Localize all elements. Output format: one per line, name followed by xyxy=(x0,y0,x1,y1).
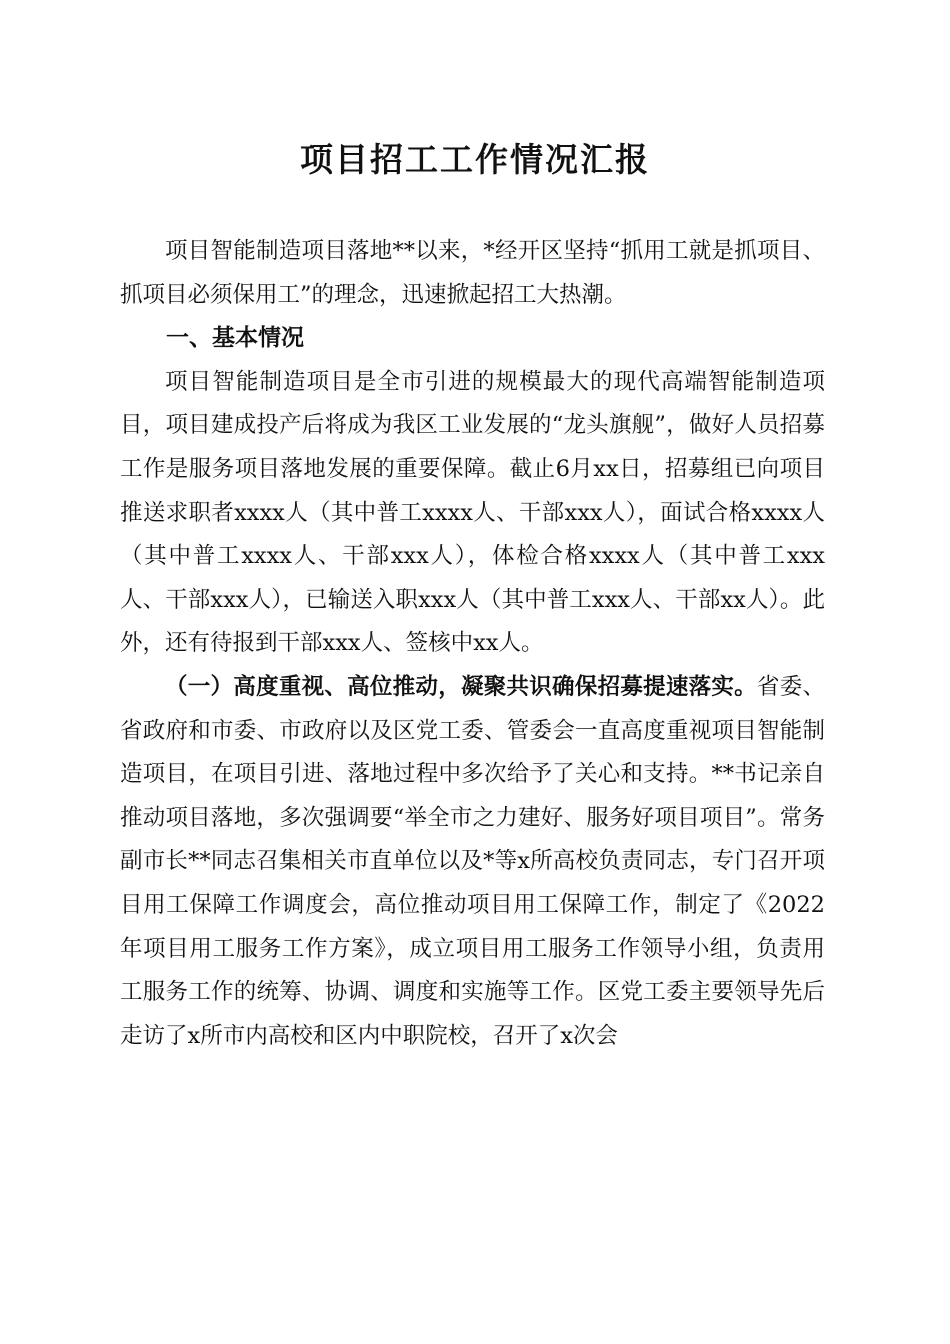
subsection-body: 省委、省政府和市委、市政府以及区党工委、管委会一直高度重视项目智能制造项目，在项目引进、落地过程中多次给予了关心和支持。**书记亲自推动项目落地，多次强调要“举全市之力建好、服务好项目项目”。常务副市长**同志召集相关市直单位以及*等x所高校负责同志，专门召开项目用工保障工作调度会，高位推动项目用工保障工作，制定了《2022年项目用工服务工作方案》，成立项目用工服务工作领导小组，负责用工服务工作的统筹、协调、调度和实施等工作。区党工委主要领导先后走访了x所市内高校和区内中职院校，召开了x次会 xyxy=(120,673,825,1049)
section-heading-basic-situation: 一、基本情况 xyxy=(166,325,304,352)
subsection-heading: （一）高度重视、高位推动，凝聚共识确保招募提速落实。 xyxy=(165,673,757,700)
subsection-paragraph xyxy=(120,666,825,1058)
basic-situation-paragraph: 项目智能制造项目是全市引进的规模最大的现代高端智能制造项目，项目建成投产后将成为我区工业发展的“龙头旗舰”，做好人员招募工作是服务项目落地发展的重要保障。截止6月xx日，招募组已向项目推送求职者xxxx人（其中普工xxxx人、干部xxx人），面试合格xxxx人（其中普工xxxx人、干部xxx人），体检合格xxxx人（其中普工xxx人、干部xxx人），已输送入职xxx人（其中普工xxx人、干部xx人）。此外，还有待报到干部xxx人、签核中xx人。 xyxy=(120,368,825,657)
intro-paragraph: 项目智能制造项目落地**以来，*经开区坚持“抓用工就是抓项目、抓项目必须保用工”的理念，迅速掀起招工大热潮。 xyxy=(120,238,825,308)
document-title: 项目招工工作情况汇报 xyxy=(300,140,650,179)
document-body xyxy=(120,230,825,1058)
